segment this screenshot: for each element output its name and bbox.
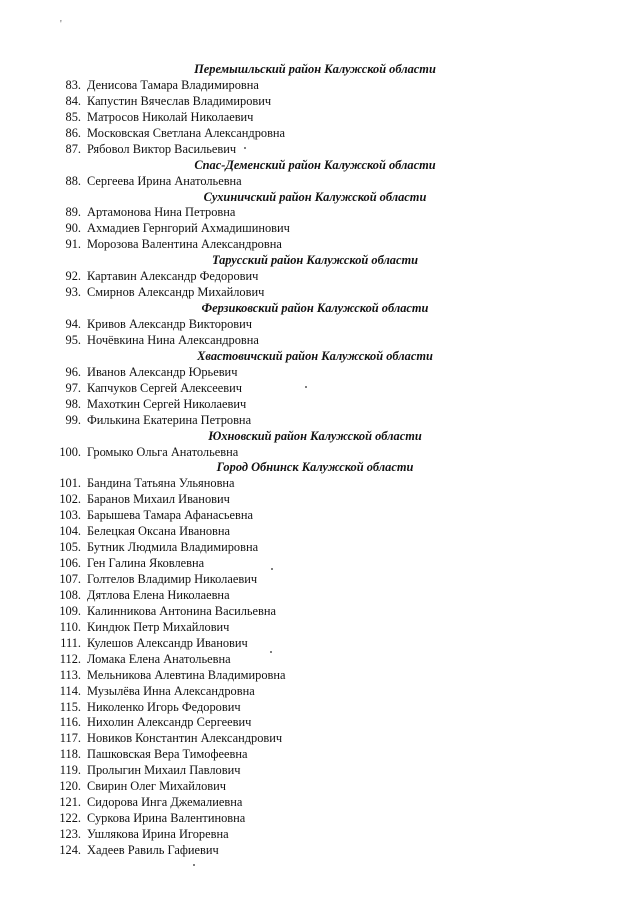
district-heading: Город Обнинск Калужской области: [216, 460, 414, 475]
item-number: 98.: [65, 396, 81, 411]
district-heading: Ферзиковский район Калужской области: [201, 301, 429, 316]
list-item: [0, 333, 640, 349]
list-item: [0, 78, 640, 94]
item-number: 93.: [65, 285, 81, 300]
list-item: [0, 445, 640, 461]
person-name: Ушлякова Ирина Игоревна: [87, 827, 229, 841]
list-item: [0, 556, 640, 572]
district-heading: Сухиничский район Калужской области: [203, 189, 427, 204]
item-number: 95.: [65, 332, 81, 347]
list-item: [0, 604, 640, 620]
person-name: Барышева Тамара Афанасьевна: [87, 508, 254, 523]
list-item: [0, 492, 640, 508]
item-number: 86.: [65, 125, 81, 140]
list-item: [0, 142, 640, 158]
item-number: 90.: [65, 221, 81, 236]
item-number: 87.: [65, 141, 81, 156]
person-name: Николенко Игорь Федорович: [87, 699, 241, 714]
person-name: Свирин Олег Михайлович: [87, 779, 227, 794]
list-item: [0, 205, 640, 221]
list-item: [0, 763, 640, 779]
person-name: Нихолин Александр Сергеевич: [87, 715, 252, 730]
person-name: Музылёва Инна Александровна: [87, 683, 255, 698]
item-number: 91.: [65, 237, 81, 252]
item-number: 102.: [59, 492, 81, 507]
item-number: 116.: [59, 715, 81, 730]
item-number: 107.: [59, 572, 81, 586]
list-item: [0, 110, 640, 126]
item-number: 113.: [59, 667, 81, 682]
list-item: [0, 174, 640, 190]
list-item: [0, 237, 640, 253]
list-item: [0, 221, 640, 237]
person-name: Кулешов Александр Иванович: [87, 635, 248, 650]
person-name: Сидорова Инга Джемалиевна: [87, 795, 243, 810]
item-number: 123.: [59, 827, 81, 841]
list-item: [0, 94, 640, 110]
item-number: 106.: [59, 556, 81, 571]
item-number: 96.: [65, 364, 81, 379]
list-item: [0, 413, 640, 429]
item-number: 88.: [65, 173, 81, 188]
scan-speck: [193, 864, 195, 866]
person-name: Громыко Ольга Анатольевна: [87, 444, 239, 459]
item-number: 118.: [59, 747, 81, 762]
person-name: Хадеев Равиль Гафиевич: [87, 842, 219, 857]
person-name: Бандина Татьяна Ульяновна: [87, 476, 235, 491]
item-number: 99.: [65, 412, 81, 427]
item-number: 111.: [60, 635, 81, 650]
district-heading-row: [0, 349, 640, 365]
item-number: 124.: [59, 842, 81, 857]
list-item: [0, 843, 640, 859]
person-name: Махоткин Сергей Николаевич: [87, 396, 247, 411]
item-number: 112.: [59, 651, 81, 666]
item-number: 85.: [65, 109, 81, 124]
list-item: [0, 540, 640, 556]
list-item: [0, 476, 640, 492]
item-number: 117.: [59, 731, 81, 746]
list-item: [0, 397, 640, 413]
list-item: [0, 126, 640, 142]
person-name: Кривов Александр Викторович: [87, 317, 253, 331]
item-number: 84.: [65, 93, 81, 108]
list-item: [0, 317, 640, 333]
item-number: 101.: [59, 476, 81, 491]
item-number: 89.: [65, 205, 81, 220]
person-name: Мельникова Алевтина Владимировна: [87, 667, 286, 682]
item-number: 108.: [59, 587, 81, 602]
list-item: [0, 795, 640, 811]
person-name: Дятлова Елена Николаевна: [87, 587, 230, 602]
district-heading: Спас-Деменский район Калужской области: [194, 157, 436, 172]
person-name: Артамонова Нина Петровна: [87, 205, 236, 220]
list-item: [0, 508, 640, 524]
item-number: 100.: [59, 444, 81, 459]
list-item: [0, 811, 640, 827]
person-name: Суркова Ирина Валентиновна: [87, 811, 246, 826]
person-name: Пашковская Вера Тимофеевна: [87, 747, 248, 762]
list-item: [0, 827, 640, 843]
list-item: [0, 779, 640, 795]
list-item: [0, 715, 640, 731]
person-name: Калинникова Антонина Васильевна: [87, 603, 277, 618]
item-number: 115.: [59, 699, 81, 714]
list-item: [0, 524, 640, 540]
person-name: Киндюк Петр Михайлович: [87, 619, 230, 634]
item-number: 103.: [59, 508, 81, 523]
person-name: Денисова Тамара Владимировна: [87, 77, 259, 92]
person-name: Морозова Валентина Александровна: [87, 237, 282, 252]
list-item: [0, 684, 640, 700]
item-number: 109.: [59, 603, 81, 618]
list-item: [0, 285, 640, 301]
person-name: Капустин Вячеслав Владимирович: [87, 93, 272, 108]
person-name: Рябовол Виктор Васильевич: [87, 141, 237, 156]
person-name: Капчуков Сергей Алексеевич: [87, 380, 242, 395]
district-heading-row: [0, 190, 640, 206]
list-item: [0, 668, 640, 684]
district-heading: Тарусский район Калужской области: [211, 253, 419, 268]
list-item: [0, 731, 640, 747]
person-name: Сергеева Ирина Анатольевна: [87, 173, 242, 188]
list-item: [0, 652, 640, 668]
person-name: Ахмадиев Гернгорий Ахмадишинович: [87, 221, 290, 236]
list-item: [0, 572, 640, 588]
list-item: [0, 269, 640, 285]
list-item: [0, 381, 640, 397]
district-heading-row: [0, 253, 640, 269]
item-number: 114.: [59, 683, 81, 698]
list-item: [0, 700, 640, 716]
district-heading-row: [0, 429, 640, 445]
person-name: Ломака Елена Анатольевна: [87, 651, 231, 666]
list-item: [0, 588, 640, 604]
item-number: 105.: [59, 540, 81, 555]
person-name: Матросов Николай Николаевич: [87, 109, 254, 124]
district-heading-row: [0, 460, 640, 476]
person-name: Картавин Александр Федорович: [87, 269, 259, 284]
item-number: 97.: [65, 380, 81, 395]
scan-speck: [270, 651, 272, 653]
person-name: Белецкая Оксана Ивановна: [87, 524, 231, 539]
district-heading-row: [0, 158, 640, 174]
person-name: Бутник Людмила Владимировна: [87, 540, 259, 555]
person-name: Пролыгин Михаил Павлович: [87, 763, 241, 778]
scan-mark: ': [60, 19, 62, 30]
item-number: 92.: [65, 269, 81, 284]
scan-speck: [244, 147, 246, 149]
item-number: 120.: [59, 779, 81, 794]
item-number: 110.: [59, 619, 81, 634]
list-item: [0, 636, 640, 652]
district-heading: Перемышльский район Калужской области: [194, 62, 436, 76]
person-name: Смирнов Александр Михайлович: [87, 285, 265, 300]
item-number: 104.: [59, 524, 81, 539]
item-number: 94.: [65, 317, 81, 331]
person-name: Московская Светлана Александровна: [87, 125, 286, 140]
district-heading: Хвастовичский район Калужской области: [197, 348, 433, 363]
district-heading: Юхновский район Калужской области: [208, 428, 422, 443]
item-number: 83.: [65, 77, 81, 92]
document-list: [0, 62, 640, 859]
list-item: [0, 620, 640, 636]
person-name: Ген Галина Яковлевна: [87, 556, 205, 571]
person-name: Голтелов Владимир Николаевич: [87, 572, 258, 586]
item-number: 122.: [59, 811, 81, 826]
scan-speck: [271, 568, 273, 570]
scan-speck: [305, 386, 307, 388]
person-name: Филькина Екатерина Петровна: [87, 412, 252, 427]
list-item: [0, 365, 640, 381]
person-name: Баранов Михаил Иванович: [87, 492, 230, 507]
item-number: 121.: [59, 795, 81, 810]
person-name: Ночёвкина Нина Александровна: [87, 332, 259, 347]
person-name: Иванов Александр Юрьевич: [87, 364, 238, 379]
district-heading-row: [0, 301, 640, 317]
list-item: [0, 747, 640, 763]
district-heading-row: [0, 62, 640, 78]
item-number: 119.: [59, 763, 81, 778]
person-name: Новиков Константин Александрович: [87, 731, 283, 746]
